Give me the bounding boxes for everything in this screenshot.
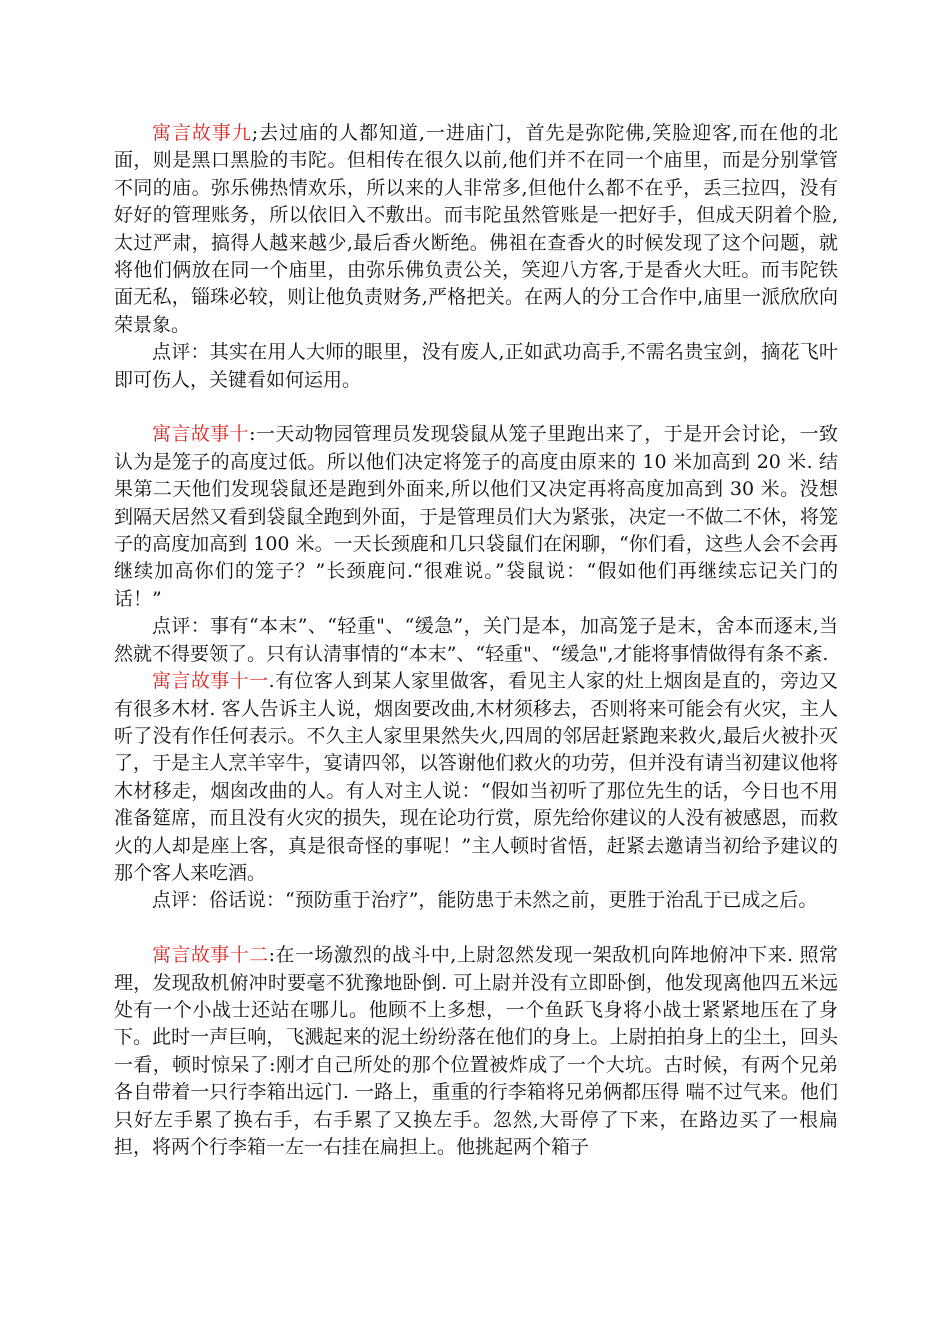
document-page [114,120,838,1161]
story-12-title: 寓言故事十二 [152,944,269,967]
story-10-comment: 点评：事有“本末”、“轻重"、“缓急”，关门是本，加高笼子是末，舍本而逐末,当然就不得要领了。只有认清事情的“本末”、“轻重"、“缓急",才能将事情做得有条不紊. [114,615,838,665]
story-11-paragraph [114,668,838,887]
story-12-text: 在一场激烈的战斗中,上尉忽然发现一架敌机向阵地俯冲下来. 照常理，发现敌机俯冲时要毫不犹豫地卧倒. 可上尉并没有立即卧倒，他发现离他四五米远处有一个小战士还站在哪儿。他顾不上多想，一个鱼跃飞身将小战士紧紧地压在了身下。此时一声巨响，飞溅起来的泥土纷纷落在他们的身上。上尉拍拍身上的尘土，回头一看，顿时惊呆了:刚才自己所处的那个位置被炸成了一个大坑。古时候，有两个兄弟各自带着一只行李箱出远门. 一路上，重重的行李箱将兄弟俩都压得 喘不过气来。他们只好左手累了换右手，右手累了又换左手。忽然,大哥停了下来，在路边买了一根扁担，将两个行李箱一左一右挂在扁担上。他挑起两个箱子 [114,944,838,1158]
story-10-separator: : [249,423,256,446]
story-9-paragraph [114,120,838,339]
story-11-title: 寓言故事十一 [152,670,269,693]
story-10-paragraph [114,421,838,613]
story-11-text: 有位客人到某人家里做客，看见主人家的灶上烟囱是直的，旁边又有很多木材. 客人告诉主人说，烟囱要改曲,木材须移去，否则将来可能会有火灾，主人听了没有作任何表示。不久主人家里果然失火,四周的邻居赶紧跑来救火,最后火被扑灭了，于是主人烹羊宰牛，宴请四邻，以答谢他们救火的功劳，但并没有请当初建议他将木材移走，烟囱改曲的人。有人对主人说：“假如当初听了那位先生的话，今日也不用准备筵席，而且没有火灾的损失，现在论功行赏，原先给你建议的人没有被感恩，而救火的人却是座上客，真是很奇怪的事呢！”主人顿时省悟，赶紧去邀请当初给予建议的那个客人来吃酒。 [114,670,838,884]
story-11-separator: . [268,670,275,693]
story-9-comment: 点评：其实在用人大师的眼里，没有废人,正如武功高手,不需名贵宝剑，摘花飞叶即可伤人，关键看如何运用。 [114,341,838,391]
story-9-separator: ; [251,122,259,144]
story-9-title: 寓言故事九 [152,122,252,144]
story-10-text: 一天动物园管理员发现袋鼠从笼子里跑出来了，于是开会讨论，一致认为是笼子的高度过低。所以他们决定将笼子的高度由原来的 10 米加高到 20 米. 结果第二天他们发现袋鼠还是跑到外面来,所以他们又决定再将高度加高到 30 米。没想到隔天居然又看到袋鼠全跑到外面，于是管理员们大为紧张，决定一不做二不休，将笼子的高度加高到 100 米。一天长颈鹿和几只袋鼠们在闲聊，“你们看，这些人会不会再继续加高你们的笼子？”长颈鹿问.“很难说。”袋鼠说：“假如他们再继续忘记关门的话！” [114,423,838,610]
story-9-text: 去过庙的人都知道,一进庙门，首先是弥陀佛,笑脸迎客,而在他的北面，则是黑口黑脸的韦陀。但相传在很久以前,他们并不在同一个庙里，而是分别掌管不同的庙。弥乐佛热情欢乐，所以来的人非常多,但他什么都不在乎，丢三拉四，没有好好的管理账务，所以依旧入不敷出。而韦陀虽然管账是一把好手，但成天阴着个脸,太过严肃，搞得人越来越少,最后香火断绝。佛祖在查香火的时候发现了这个问题，就将他们俩放在同一个庙里，由弥乐佛负责公关，笑迎八方客,于是香火大旺。而韦陀铁面无私，锱珠必较，则让他负责财务,严格把关。在两人的分工合作中,庙里一派欣欣向荣景象。 [114,122,838,336]
story-12-paragraph [114,942,838,1161]
story-10-title: 寓言故事十 [152,423,250,446]
story-12-separator: : [268,944,275,967]
story-11-comment: 点评：俗话说：“预防重于治疗”，能防患于未然之前，更胜于治乱于已成之后。 [152,889,818,912]
